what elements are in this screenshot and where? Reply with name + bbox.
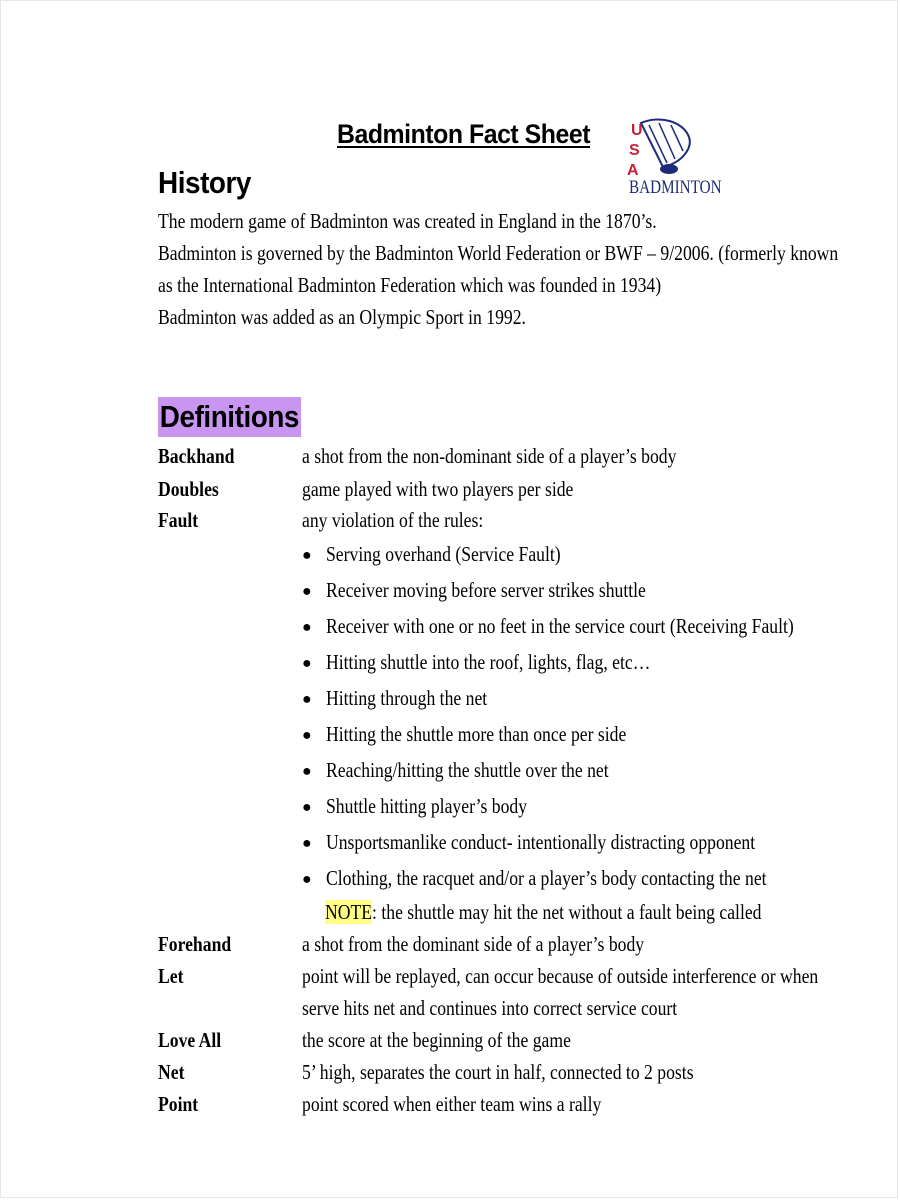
logo-letter-s: S bbox=[629, 142, 640, 159]
history-paragraph bbox=[158, 205, 838, 333]
definition-point bbox=[158, 1089, 898, 1121]
bullet-icon: ● bbox=[302, 583, 312, 600]
term-definition: game played with two players per side bbox=[302, 477, 574, 501]
term-label: Let bbox=[158, 964, 184, 988]
definition-let bbox=[158, 961, 898, 1025]
term-definition: the score at the beginning of the game bbox=[302, 1028, 571, 1052]
bullet-icon: ● bbox=[302, 727, 312, 744]
term-definition: point scored when either team wins a rally bbox=[302, 1092, 602, 1116]
term-definition-continued: serve hits net and continues into correct service court bbox=[302, 996, 678, 1020]
term-label: Fault bbox=[158, 508, 199, 532]
bullet-icon: ● bbox=[302, 799, 312, 816]
logo-wordmark: BADMINTON bbox=[629, 177, 722, 198]
term-label: Love All bbox=[158, 1028, 222, 1052]
term-definition: point will be replayed, can occur because of outside interference or when bbox=[302, 964, 819, 988]
logo-letter-a: A bbox=[627, 162, 639, 179]
bullet-icon: ● bbox=[302, 655, 312, 672]
history-line: Badminton was added as an Olympic Sport in 1992. bbox=[158, 305, 526, 329]
page-title: Badminton Fact Sheet bbox=[337, 119, 591, 149]
history-line: as the International Badminton Federation which was founded in 1934) bbox=[158, 273, 662, 297]
term-label: Point bbox=[158, 1092, 199, 1116]
definition-fault: Fault any violation of the rules: ● Serving overhand (Service Fault) ● Receiver moving before server strikes shuttle ● Receiver with one or no feet in the service court (Receiving Fault) ● Hitting shuttle into the roof, lights, flag, etc… ● Hitting through the net ● Hitting the shuttle more than once per side ● Reaching/hitting the shuttle over the net ● Shuttle hitting player’s body ● Unsportsmanlike conduct- intentionally distracting opponent ● Clothing, the racquet and/or a player’s body contacting the net NOTE: the shuttle may hit the net without a fault being called bbox=[158, 505, 898, 935]
note-label: NOTE bbox=[325, 900, 373, 924]
history-heading: History bbox=[158, 165, 251, 200]
bullet-icon: ● bbox=[302, 835, 312, 852]
term-definition: a shot from the dominant side of a player’s body bbox=[302, 932, 645, 956]
definitions-heading: Definitions bbox=[158, 397, 301, 437]
definition-net bbox=[158, 1057, 898, 1089]
term-definition: a shot from the non-dominant side of a player’s body bbox=[302, 444, 677, 468]
history-line: The modern game of Badminton was created in England in the 1870’s. bbox=[158, 209, 657, 233]
definition-forehand bbox=[158, 929, 898, 961]
history-line: Badminton is governed by the Badminton World Federation or BWF – 9/2006. (formerly known bbox=[158, 241, 839, 265]
term-label: Net bbox=[158, 1060, 185, 1084]
logo-letter-u: U bbox=[631, 122, 643, 139]
bullet-icon: ● bbox=[302, 619, 312, 636]
definition-love-all bbox=[158, 1025, 898, 1057]
note-text: : the shuttle may hit the net without a fault being called bbox=[372, 900, 762, 924]
bullet-icon: ● bbox=[302, 547, 312, 564]
shuttlecock-icon bbox=[641, 119, 690, 174]
bullet-icon: ● bbox=[302, 763, 312, 780]
definition-backhand bbox=[158, 441, 898, 473]
term-label: Forehand bbox=[158, 932, 232, 956]
term-definition: 5’ high, separates the court in half, connected to 2 posts bbox=[302, 1060, 694, 1084]
term-label: Doubles bbox=[158, 477, 219, 501]
bullet-icon: ● bbox=[302, 871, 312, 888]
term-label: Backhand bbox=[158, 444, 235, 468]
definition-doubles bbox=[158, 474, 898, 506]
term-definition: any violation of the rules: bbox=[302, 508, 484, 532]
bullet-icon: ● bbox=[302, 691, 312, 708]
fault-note bbox=[325, 897, 761, 927]
